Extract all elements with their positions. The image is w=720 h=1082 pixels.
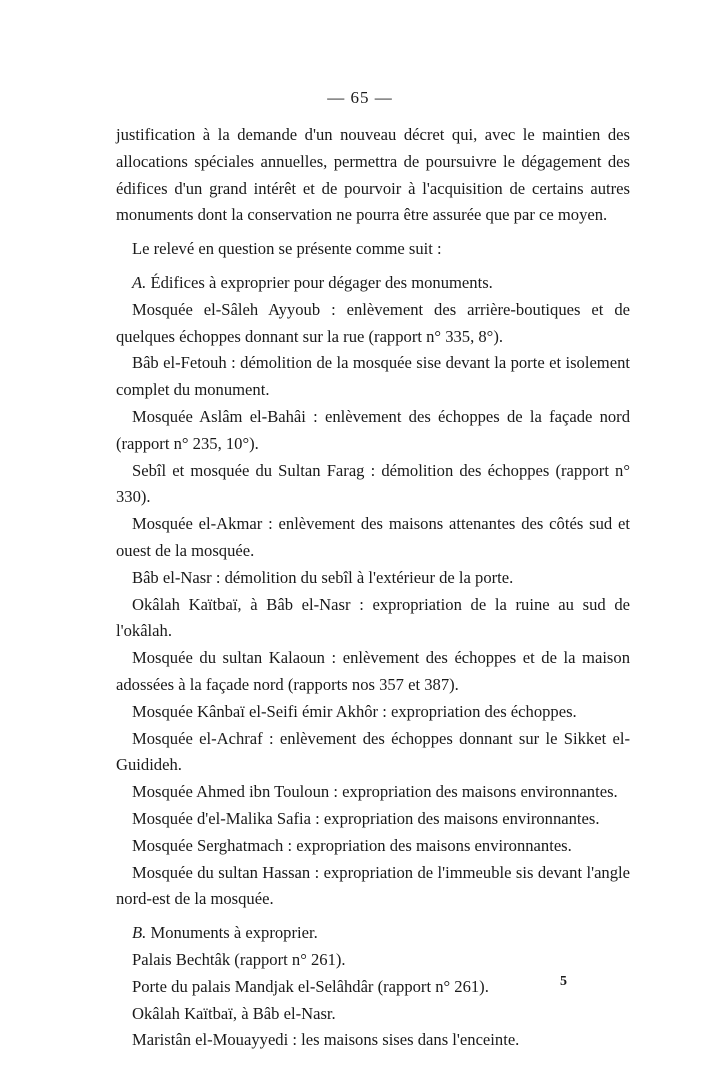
paragraph: Bâb el-Fetouh : démolition de la mosquée sise devant la porte et isolement complet du monument. xyxy=(116,353,630,400)
paragraph: Mosquée Kânbaï el-Seifi émir Akhôr : expropriation des échoppes. xyxy=(132,701,577,721)
paragraph: Palais Bechtâk (rapport n° 261). xyxy=(132,949,346,969)
section-title: Édifices à exproprier pour dégager des monuments. xyxy=(150,272,493,292)
paragraph: Okâlah Kaïtbaï, à Bâb el-Nasr. xyxy=(132,1003,336,1023)
paragraph: Le relevé en question se présente comme suit : xyxy=(132,239,442,259)
section-letter: A. xyxy=(132,272,147,292)
paragraph: Mosquée el-Akmar : enlèvement des maisons attenantes des côtés sud et ouest de la mosquée. xyxy=(116,514,630,560)
paragraph: Okâlah Kaïtbaï, à Bâb el-Nasr : expropriation de la ruine au sud de l'okâlah. xyxy=(116,594,630,641)
paragraph: Mosquée Serghatmach : expropriation des maisons environnantes. xyxy=(132,835,572,855)
paragraph: Bâb el-Nasr : démolition du sebîl à l'extérieur de la porte. xyxy=(132,567,514,587)
section-heading-a xyxy=(116,270,630,297)
paragraph: Maristân el-Mouayyedi : les maisons sises dans l'enceinte. xyxy=(132,1030,520,1050)
paragraph: Mosquée du sultan Hassan : expropriation de l'immeuble sis devant l'angle nord-est de la mosquée. xyxy=(116,862,630,909)
signature-mark: 5 xyxy=(560,974,567,989)
paragraph: Mosquée du sultan Kalaoun : enlèvement des échoppes et de la maison adossées à la façade nord (rapports nos 357 et 387). xyxy=(116,648,630,694)
paragraph: justification à la demande d'un nouveau décret qui, avec le maintien des allocations spéciales annuelles, permettra de poursuivre le dégagement des édifices d'un grand intérêt et de pourvoir à l'acquisition de certains autres monuments dont la conservation ne pourra être assurée que par ce moyen. xyxy=(116,125,630,225)
paragraph: Mosquée el-Sâleh Ayyoub : enlèvement des arrière-boutiques et de quelques échoppes donnant sur la rue (rapport n° 335, 8°). xyxy=(116,299,630,346)
paragraph: Mosquée el-Achraf : enlèvement des échoppes donnant sur le Sikket el-Guidideh. xyxy=(116,728,630,775)
paragraph: Sebîl et mosquée du Sultan Farag : démolition des échoppes (rapport n° 330). xyxy=(116,460,630,507)
body-text xyxy=(116,122,630,1054)
paragraph: Mosquée d'el-Malika Safia : expropriation des maisons environnantes. xyxy=(132,808,600,828)
page-number: — 65 — xyxy=(327,88,393,107)
paragraph: Porte du palais Mandjak el-Selâhdâr (rapport n° 261). xyxy=(132,976,489,996)
paragraph: Mosquée Ahmed ibn Touloun : expropriation des maisons environnantes. xyxy=(132,782,618,802)
section-letter: B. xyxy=(132,923,147,943)
paragraph: Mosquée Aslâm el-Bahâi : enlèvement des échoppes de la façade nord (rapport n° 235, 10°). xyxy=(116,406,630,453)
section-heading-b xyxy=(116,920,630,947)
section-title: Monuments à exproprier. xyxy=(150,923,318,943)
